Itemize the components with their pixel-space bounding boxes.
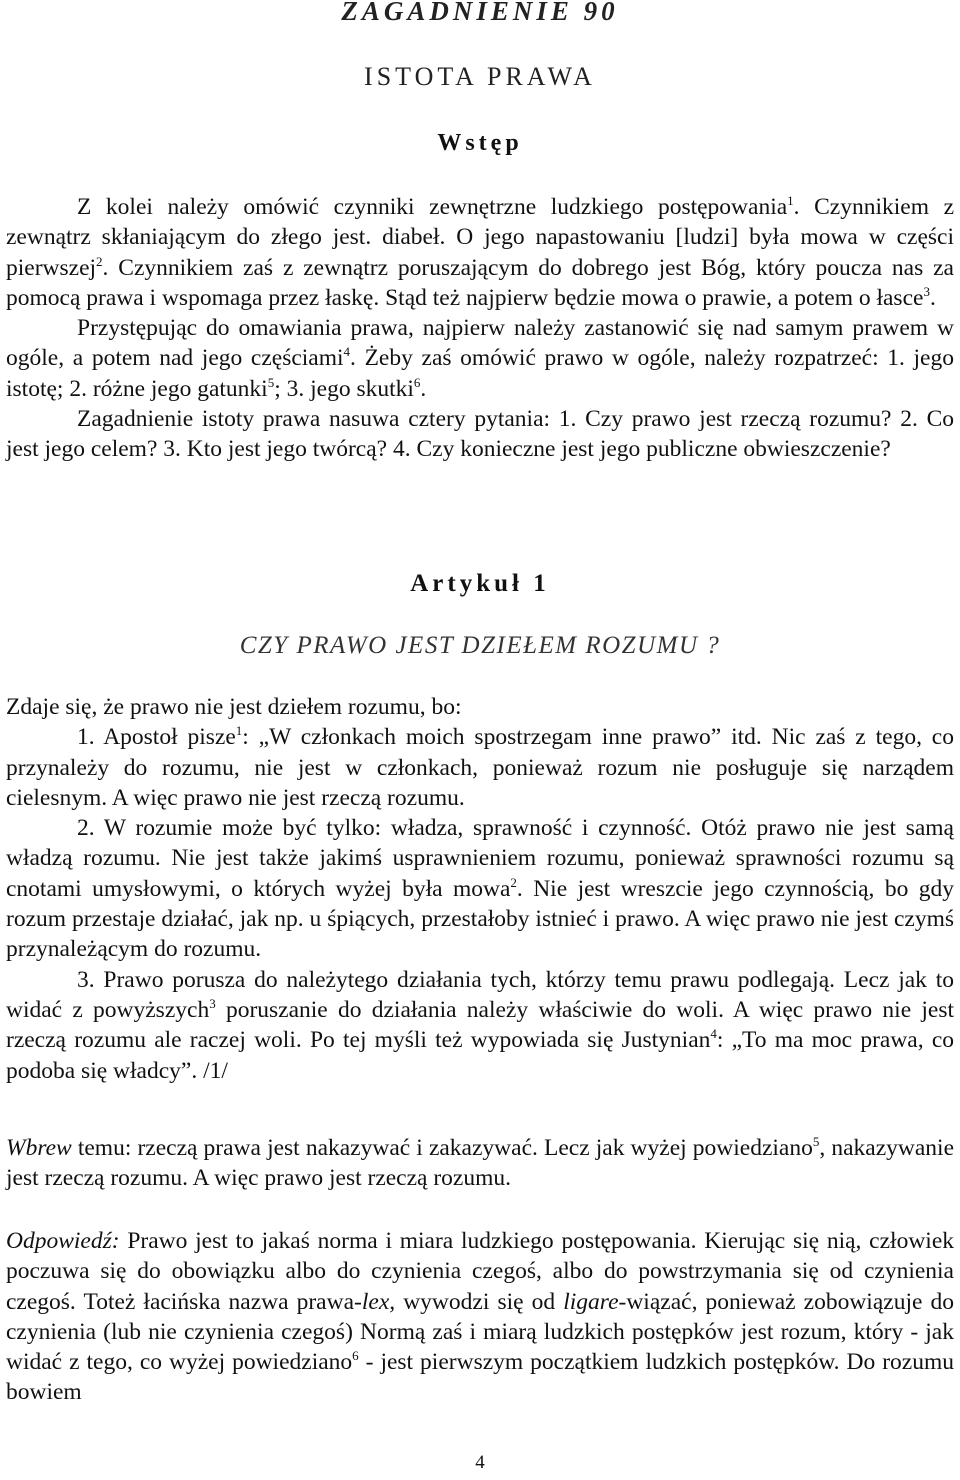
latin-term-ligare: ligare [563,1288,619,1315]
footnote-ref: 4 [343,344,351,360]
objection-3: 3. Prawo porusza do należytego działania tych, którzy temu prawu podlegają. Lecz jak to widać z powyższych$^3$ poruszanie do działania należy właściwie do woli. A więc prawo nie jest rzeczą rozumu ale raczej woli. Po tej myśli też wypowiada się Justynian$^4$: „To ma moc prawa, co podoba się władcy”. /1/ [6,966,954,1084]
intro-paragraph-2: Przystępując do omawiania prawa, najpierw należy zastanowić się nad samym prawem w ogóle, a potem nad jego częściami$^4$. Żeby zaś omówić prawo w ogóle, należy rozpatrzeć: 1. jego istotę; 2. różne jego gatunki$^5$; 3. jego skutki$^6$. [6,315,954,402]
section-heading: ZAGADNIENIE 90 [341,0,619,26]
sed-contra-paragraph: Wbrew temu: rzeczą prawa jest nakazywać i zakazywać. Lecz jak wyżej powiedziano$^5$, nakazywanie jest rzeczą rozumu. A więc prawo jest rzeczą rozumu. [6,1134,954,1192]
footnote-ref: 3 [923,283,930,299]
footnote-ref: 1 [787,193,794,208]
intro-heading: Wstęp [437,130,523,156]
intro-paragraph-3: Zagadnienie istoty prawa nasuwa cztery pytania: 1. Czy prawo jest rzeczą rozumu? 2. Co jest jego celem? 3. Kto jest jego twórcą? 4. Czy konieczne jest jego publiczne obwieszczenie? [6,406,954,463]
footnote-ref: 2 [510,874,517,890]
footnote-ref: 1 [235,723,243,739]
footnote-ref: 5 [812,1134,820,1149]
objection-2: 2. W rozumie może być tylko: władza, sprawność i czynność. Otóż prawo nie jest samą władzą rozumu. Nie jest także jakimś usprawnieniem rozumu, ponieważ sprawności rozumu są cnotami umysłowymi, o których wyżej była mowa$^2$. Nie jest wreszcie jego czynnością, bo gdy rozum przestaje działać, jak np. u śpiących, przestałoby istnieć i prawo. A więc prawo nie jest czymś przynależącym do rozumu. [6,815,954,963]
page-number: 4 [475,1452,485,1473]
footnote-ref: 6 [413,374,421,390]
section-title: ISTOTA PRAWA [364,62,596,91]
objections-lead: Zdaje się, że prawo nie jest dziełem rozumu, bo: [6,694,462,720]
footnote-ref: 2 [96,253,103,269]
intro-paragraph-1: Z kolei należy omówić czynniki zewnętrzne ludzkiego postępowania$^1$. Czynnikiem z zewnątrz skłaniającym do złego jest. diabeł. O jego napastowaniu [ludzi] była mowa w części pierwszej$^2$. Czynnikiem zaś z zewnątrz poruszającym do dobrego jest Bóg, który poucza nas za pomocą prawa i wspomaga przez łaskę. Stąd też najpierw będzie mowa o prawie, a potem o łasce$^3$. [6,193,954,311]
objection-1: 1. Apostoł pisze$^1$: „W członkach moich spostrzegam inne prawo” itd. Nic zaś z tego, co przynależy do rozumu, nie jest w członkach, ponieważ rozum nie posługuje się narządem cielesnym. A więc prawo nie jest rzeczą rozumu. [6,723,954,811]
footnote-ref: 5 [267,374,275,390]
sed-contra-block [6,1133,954,1194]
answer-label: Odpowiedź: [6,1228,120,1254]
article-question: CZY PRAWO JEST DZIEŁEM ROZUMU ? [239,632,721,659]
latin-term-lex: lex, [361,1288,396,1315]
intro-block [6,192,954,465]
answer-paragraph: Odpowiedź: Prawo jest to jakaś norma i miara ludzkiego postępowania. Kierując się nią, człowiek poczuwa się do obowiązku albo do czynienia czegoś, albo do powstrzymania się od czynienia czegoś. Toteż łacińska nazwa prawa-lex, wywodzi się od ligare-wiązać, ponieważ zobowiązuje do czynienia (lub nie czynienia czegoś) Normą zaś i miarą ludzkich postępków jest rozum, który - jak widać z tego, co wyżej powiedziano$^6$ - jest pierwszym początkiem ludzkich postępków. Do rozumu bowiem [6,1228,955,1406]
footnote-ref: 4 [710,1026,717,1042]
footnote-ref: 6 [352,1348,359,1364]
footnote-ref: 3 [209,995,216,1011]
objections-block [6,692,954,1086]
sed-contra-label: Wbrew [6,1135,72,1161]
article-heading: Artykuł 1 [410,570,550,597]
answer-block [6,1226,954,1408]
